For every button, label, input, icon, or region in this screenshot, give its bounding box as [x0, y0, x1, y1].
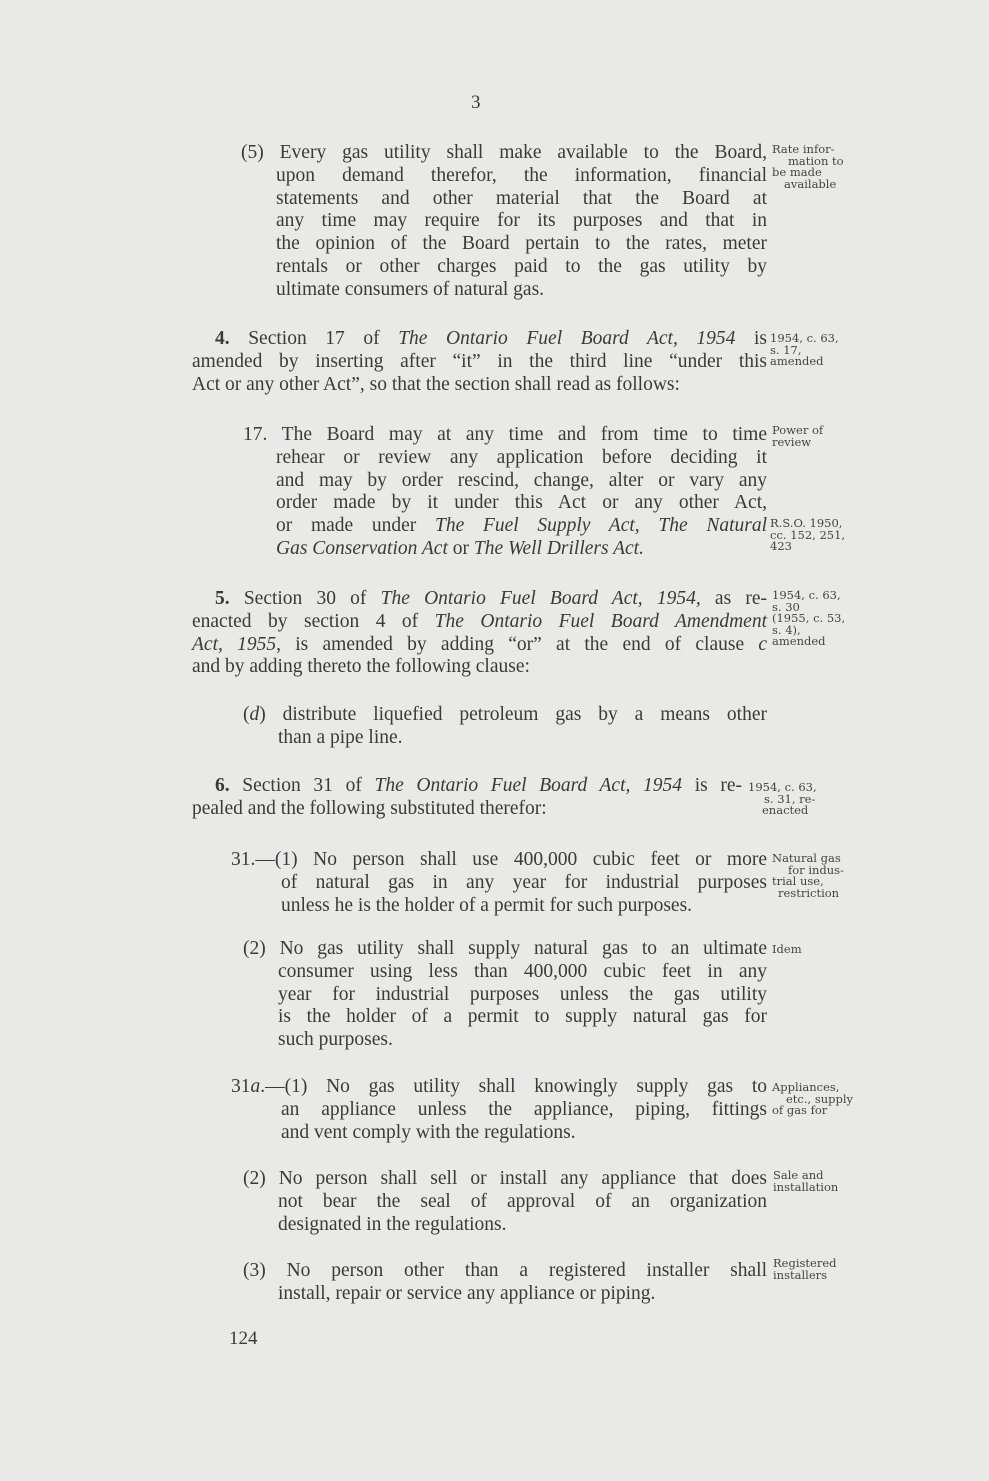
note-line: amended [770, 354, 824, 368]
note-line: cc. 152, 251, [770, 527, 846, 542]
section-31-2 [243, 938, 767, 1052]
section-6 [192, 775, 742, 821]
margin-note [772, 425, 823, 448]
text-line: (5) Every gas utility shall make available to the Board, [241, 142, 767, 163]
text-line: enacted by section 4 of The Ontario Fuel Board Amendment [192, 610, 768, 632]
note-line: Sale and [773, 1168, 824, 1182]
note-line: installers [773, 1267, 828, 1282]
text-line: 5. Section 30 of The Ontario Fuel Board Act, 1954, as re- [215, 588, 768, 609]
margin-note [773, 1170, 838, 1193]
note-line: Registered [773, 1256, 837, 1270]
margin-note [770, 333, 839, 368]
text-line: year for industrial purposes unless the gas utility [278, 983, 767, 1005]
note-line: Idem [772, 942, 802, 956]
note-line: of gas for [772, 1103, 828, 1117]
text-line: pealed and the following substituted therefor: [192, 797, 547, 819]
text-line: ultimate consumers of natural gas. [276, 278, 545, 300]
note-line: be made [772, 165, 822, 179]
section-5 [192, 588, 767, 679]
note-line: trial use, [772, 874, 824, 888]
text-line: 17. The Board may at any time and from time to time [243, 424, 767, 445]
margin-note [770, 518, 845, 553]
note-line: s. 17, [770, 342, 802, 357]
text-line: install, repair or service any appliance or piping. [278, 1282, 656, 1304]
note-line: R.S.O. 1950, [770, 516, 843, 530]
note-line: (1955, c. 53, [772, 611, 846, 625]
text-line: statements and other material that the Board at [276, 187, 767, 209]
clause-d [243, 704, 767, 750]
note-line: 1954, c. 63, [772, 588, 841, 602]
text-line: or made under The Fuel Supply Act, The Natural [276, 515, 767, 537]
margin-note [772, 853, 844, 899]
text-line: Act, 1955, is amended by adding “or” at the end of clause c [192, 633, 768, 655]
note-line: 423 [770, 539, 792, 553]
note-line: restriction [778, 885, 840, 900]
note-line: installation [773, 1179, 839, 1194]
text-line: and vent comply with the regulations. [281, 1121, 576, 1143]
text-line: rehear or review any application before deciding it [276, 446, 767, 468]
section-17 [243, 424, 767, 561]
note-line: for indus- [788, 862, 844, 877]
section-31a-1 [231, 1076, 767, 1144]
note-line: enacted [762, 803, 809, 817]
note-line: available [784, 176, 837, 191]
section-number: 4. [215, 328, 230, 349]
text-line: than a pipe line. [278, 726, 403, 748]
text-line: of natural gas in any year for industrial purposes [281, 871, 767, 893]
margin-note [772, 144, 844, 190]
margin-note [773, 1258, 837, 1281]
note-line: amended [772, 634, 826, 648]
section-31-1 [231, 849, 767, 917]
note-line: Natural gas [772, 851, 841, 865]
text-line: and may by order rescind, change, alter or vary any [276, 469, 767, 491]
text-line: 31.—(1) No person shall use 400,000 cubic feet or more [231, 849, 767, 870]
section-4 [192, 328, 767, 396]
text-line: rentals or other charges paid to the gas utility by [276, 255, 767, 277]
text-line: an appliance unless the appliance, piping, fittings [281, 1098, 767, 1120]
text-line: (2) No person shall sell or install any appliance that does [243, 1168, 767, 1189]
note-line: Rate infor- [772, 142, 835, 156]
text-line: Act or any other Act”, so that the section shall read as follows: [192, 373, 680, 395]
text-line: such purposes. [278, 1029, 393, 1051]
text-line: amended by inserting after “it” in the third line “under this [192, 350, 767, 372]
note-line: etc., supply [786, 1091, 854, 1106]
text-line: 31a.—(1) No gas utility shall knowingly supply gas to [231, 1076, 767, 1097]
text-line: is the holder of a permit to supply natural gas for [278, 1006, 767, 1028]
text-line: (3) No person other than a registered installer shall [243, 1260, 767, 1281]
note-line: s. 30 [772, 599, 800, 614]
text-line: consumer using less than 400,000 cubic feet in any [278, 960, 767, 982]
text-line: the opinion of the Board pertain to the rates, meter [276, 233, 767, 255]
text-line: upon demand therefor, the information, financial [276, 164, 767, 186]
page-number: 3 [471, 92, 481, 113]
note-line: Power of [772, 423, 824, 437]
text-line: unless he is the holder of a permit for such purposes. [281, 894, 693, 916]
text-line: 6. Section 31 of The Ontario Fuel Board Act, 1954 is re- [215, 775, 743, 796]
note-line: mation to [788, 153, 844, 168]
text-line: (2) No gas utility shall supply natural gas to an ultimate [243, 938, 767, 959]
text-line: and by adding thereto the following clause: [192, 656, 530, 678]
text-line: (d) distribute liquefied petroleum gas by a means other [243, 704, 767, 725]
text-line: not bear the seal of approval of an organization [278, 1190, 767, 1212]
margin-note [748, 782, 817, 817]
section-number: 5. [215, 588, 230, 609]
text-line: any time may require for its purposes and that in [276, 210, 767, 232]
note-line: 1954, c. 63, [770, 331, 839, 345]
note-line: 1954, c. 63, [748, 780, 817, 794]
note-line: review [772, 434, 812, 449]
text-line: Gas Conservation Act or The Well Drillers Act. [276, 537, 644, 559]
section-number: 6. [215, 775, 230, 796]
footer-number: 124 [229, 1328, 258, 1349]
text-line: 4. Section 17 of The Ontario Fuel Board Act, 1954 is [215, 328, 767, 349]
note-line: s. 4), [772, 622, 801, 637]
section-31a-3 [243, 1260, 767, 1306]
margin-note [772, 1082, 853, 1117]
text-line: designated in the regulations. [278, 1213, 507, 1235]
text-line: order made by it under this Act or any other Act, [276, 492, 767, 514]
note-line: s. 31, re- [764, 791, 816, 806]
subsection-5 [241, 142, 767, 302]
note-line: Appliances, [772, 1080, 840, 1094]
section-31a-2 [243, 1168, 767, 1236]
margin-note [772, 944, 802, 956]
margin-note [772, 590, 845, 648]
